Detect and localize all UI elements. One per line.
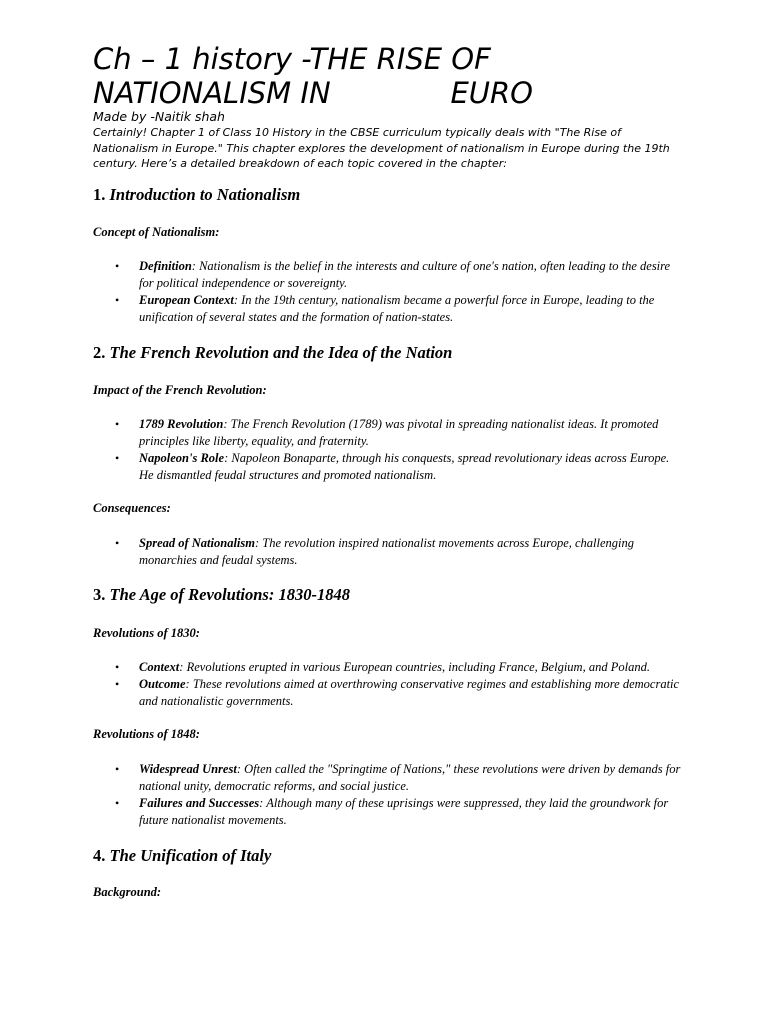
section-title: The Unification of Italy	[109, 846, 272, 865]
item-term: Outcome	[139, 677, 186, 691]
bullet-icon: •	[115, 762, 120, 776]
intro-paragraph: Certainly! Chapter 1 of Class 10 History in the CBSE curriculum typically deals with "The Rise of Nationalism in Europe." This chapter explores the development of nationalism in Europe during the 19th century. Here’s a detailed breakdown of each topic covered in the chapter:	[93, 126, 670, 170]
subheading: Revolutions of 1830:	[93, 626, 200, 640]
item-text: : The French Revolution (1789) was pivotal in spreading nationalist ideas. It promoted principles like liberty, equality, and fraternity.	[139, 417, 659, 448]
item-text: : Revolutions erupted in various European countries, including France, Belgium, and Poland.	[179, 660, 650, 674]
section-heading-3	[93, 585, 350, 605]
list-item	[0, 659, 684, 676]
item-term: Napoleon's Role	[139, 451, 225, 465]
item-text: : Napoleon Bonaparte, through his conquests, spread revolutionary ideas across Europe. He dismantled feudal structures and promoted nationalism.	[139, 451, 670, 482]
section-title: The Age of Revolutions: 1830-1848	[109, 585, 350, 604]
page-title: Ch – 1 history -THE RISE OF NATIONALISM IN EURO	[93, 42, 534, 110]
section-heading-2	[93, 343, 452, 363]
bullet-list	[0, 659, 768, 710]
item-text: : The revolution inspired nationalist movements across Europe, challenging monarchies and feudal systems.	[139, 536, 635, 567]
author-byline: Made by -Naitik shah	[93, 109, 225, 124]
list-item	[0, 258, 684, 292]
list-item	[0, 292, 684, 326]
item-text: : Nationalism is the belief in the interests and culture of one's nation, often leading to the desire for political independence or sovereignty.	[139, 259, 671, 290]
bullet-icon: •	[115, 796, 120, 810]
bullet-list	[0, 258, 768, 326]
list-item	[0, 450, 684, 484]
section-number: 2.	[93, 343, 106, 362]
section-number: 4.	[93, 846, 106, 865]
bullet-icon: •	[115, 259, 120, 273]
list-item	[0, 761, 684, 795]
item-term: European Context	[139, 293, 234, 307]
item-term: Definition	[139, 259, 192, 273]
subheading: Background:	[93, 885, 162, 899]
list-item	[0, 416, 684, 450]
item-term: Spread of Nationalism	[139, 536, 255, 550]
item-text: : Although many of these uprisings were suppressed, they laid the groundwork for future nationalist movements.	[139, 796, 669, 827]
bullet-list	[0, 416, 768, 484]
section-heading-1	[93, 185, 300, 205]
bullet-list	[0, 535, 768, 569]
item-text: : Often called the "Springtime of Nations," these revolutions were driven by demands for national unity, democratic reforms, and social justice.	[139, 762, 681, 793]
bullet-icon: •	[115, 677, 120, 691]
item-text: : These revolutions aimed at overthrowing conservative regimes and establishing more democratic and nationalistic governments.	[139, 677, 680, 708]
subheading: Consequences:	[93, 501, 171, 515]
section-number: 3.	[93, 585, 106, 604]
subheading: Concept of Nationalism:	[93, 225, 220, 239]
bullet-icon: •	[115, 536, 120, 550]
section-number: 1.	[93, 185, 106, 204]
bullet-icon: •	[115, 660, 120, 674]
section-title: Introduction to Nationalism	[109, 185, 301, 204]
item-term: Widespread Unrest	[139, 762, 237, 776]
subheading: Revolutions of 1848:	[93, 727, 200, 741]
subheading: Impact of the French Revolution:	[93, 383, 267, 397]
list-item	[0, 795, 684, 829]
list-item	[0, 535, 684, 569]
bullet-icon: •	[115, 417, 120, 431]
bullet-list	[0, 761, 768, 829]
bullet-icon: •	[115, 451, 120, 465]
item-term: Failures and Successes	[139, 796, 260, 810]
section-title: The French Revolution and the Idea of the Nation	[109, 343, 453, 362]
bullet-icon: •	[115, 293, 120, 307]
section-heading-4	[93, 846, 271, 866]
list-item	[0, 676, 684, 710]
item-term: 1789 Revolution	[139, 417, 224, 431]
item-term: Context	[139, 660, 180, 674]
item-text: : In the 19th century, nationalism became a powerful force in Europe, leading to the unification of several states and the formation of nation-states.	[139, 293, 655, 324]
